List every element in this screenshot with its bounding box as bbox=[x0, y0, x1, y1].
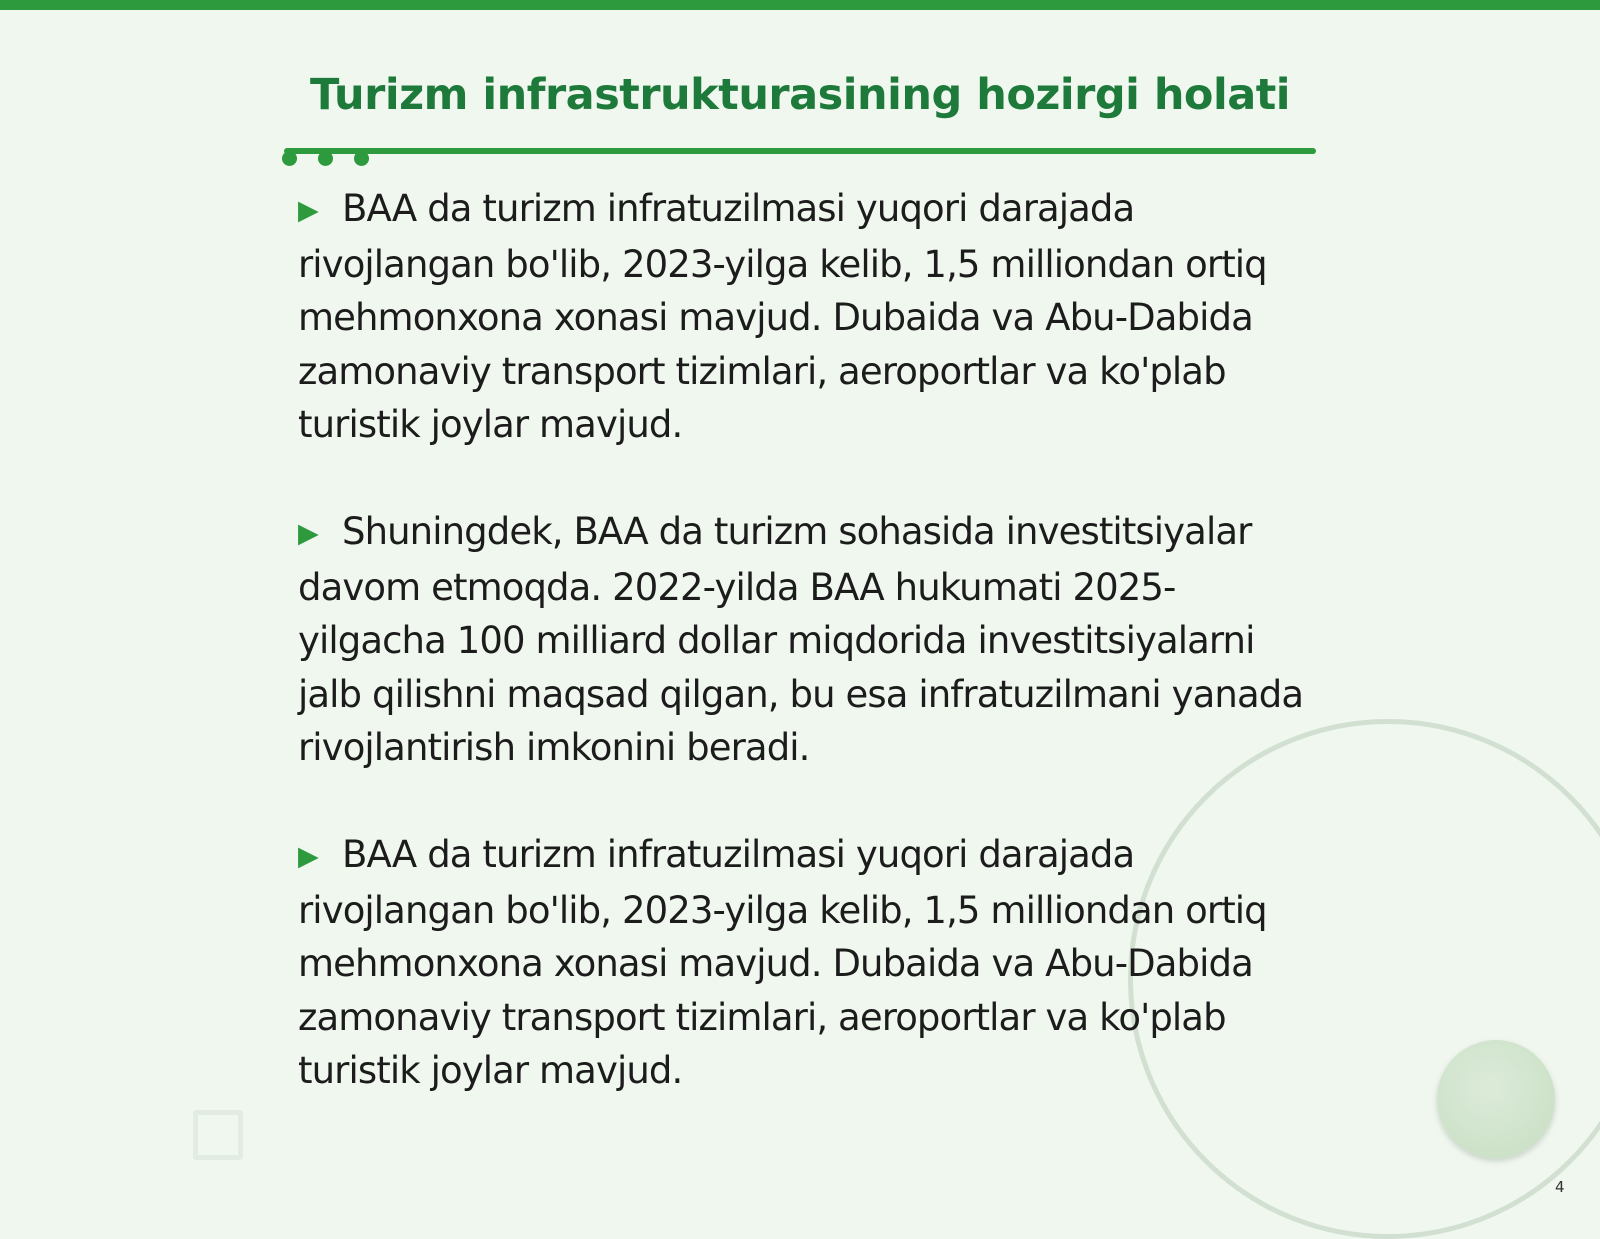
title-dot bbox=[354, 151, 369, 166]
bullet-text: BAA da turizm infratuzilmasi yuqori darajada rivojlangan bo'lib, 2023-yilga kelib, 1,5 milliondan ortiq mehmonxona xonasi mavjud. Dubaida va Abu-Dabida zamonaviy transport tizimlari, aeroportlar va ko'plab turistik joylar mavjud. bbox=[298, 187, 1267, 446]
title-dot bbox=[318, 151, 333, 166]
bullet-text: BAA da turizm infratuzilmasi yuqori darajada rivojlangan bo'lib, 2023-yilga kelib, 1,5 milliondan ortiq mehmonxona xonasi mavjud. Dubaida va Abu-Dabida zamonaviy transport tizimlari, aeroportlar va ko'plab turistik joylar mavjud. bbox=[298, 833, 1267, 1092]
title-underline bbox=[284, 148, 1316, 154]
play-triangle-icon: ▶ bbox=[298, 195, 318, 226]
bullet-list bbox=[298, 182, 1308, 1151]
bullet-item bbox=[298, 505, 1308, 775]
title-dot bbox=[282, 151, 297, 166]
top-accent-bar bbox=[0, 0, 1600, 10]
bullet-text: Shuningdek, BAA da turizm sohasida investitsiyalar davom etmoqda. 2022-yilda BAA hukumati 2025-yilgacha 100 milliard dollar miqdorida investitsiyalarni jalb qilishni maqsad qilgan, bu esa infratuzilmani yanada rivojlantirish imkonini beradi. bbox=[298, 510, 1304, 769]
bullet-item bbox=[298, 828, 1308, 1098]
decorative-circle bbox=[1437, 1040, 1555, 1158]
bullet-item bbox=[298, 182, 1308, 452]
play-triangle-icon: ▶ bbox=[298, 518, 318, 549]
decorative-square bbox=[193, 1110, 243, 1160]
play-triangle-icon: ▶ bbox=[298, 841, 318, 872]
slide-title: Turizm infrastrukturasining hozirgi holati bbox=[309, 70, 1291, 120]
page-number: 4 bbox=[1555, 1178, 1565, 1196]
